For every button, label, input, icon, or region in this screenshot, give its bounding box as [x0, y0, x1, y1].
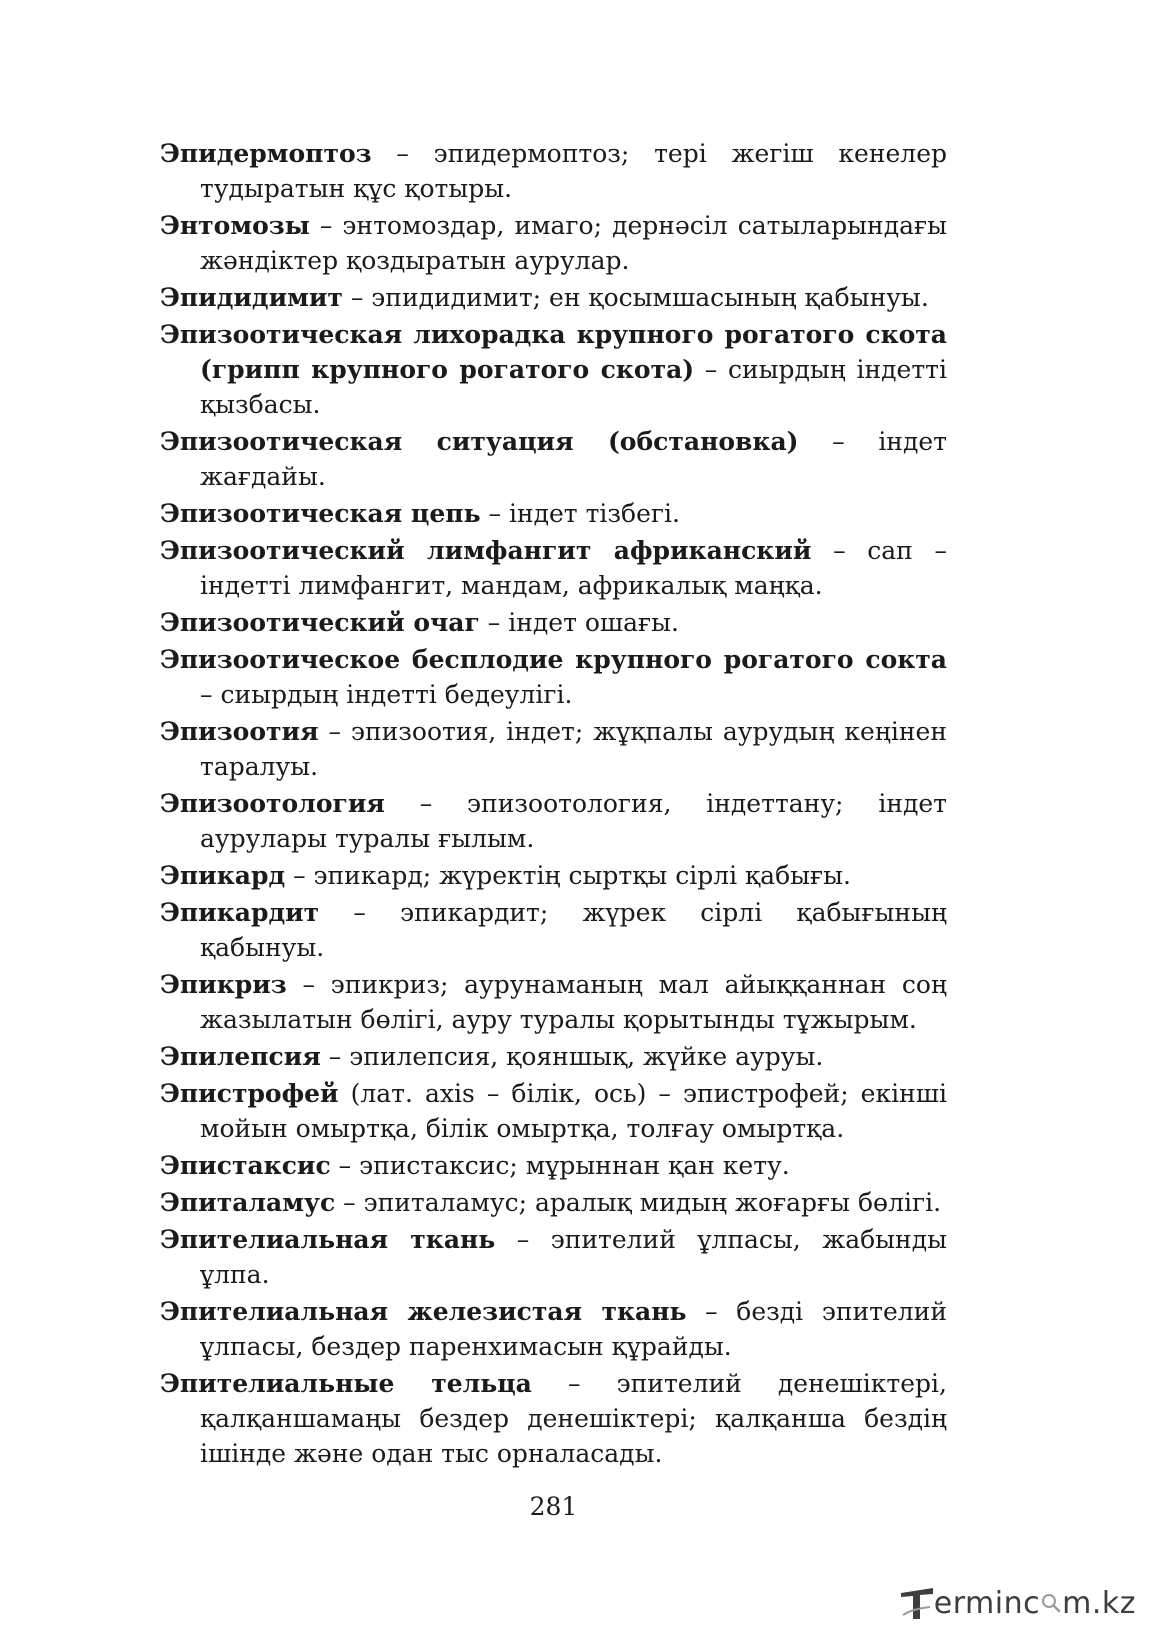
- dictionary-entry: [160, 208, 947, 278]
- magnifier-icon: [1041, 1593, 1061, 1613]
- entry-definition: – эпикриз; аурунаманың мал айыққаннан соң жазылатын бөлігі, ауру туралы қорытынды тұжырым.: [200, 970, 947, 1034]
- entry-definition: – эпикард; жүректің сыртқы сірлі қабығы.: [285, 861, 851, 890]
- entry-term: Эпизоотическая цепь: [160, 499, 481, 528]
- entry-definition: – эпикардит; жүрек сірлі қабығының қабынуы.: [200, 898, 947, 962]
- entry-definition: – эпителий денешіктері, қалқаншамаңы бездер денешіктері; қалқанша бездің ішінде және одан тыс орналасады.: [200, 1369, 947, 1468]
- dictionary-entry: [160, 317, 947, 422]
- entry-term: Эпителиальная железистая ткань: [160, 1297, 687, 1326]
- entry-term: Эпистаксис: [160, 1151, 331, 1180]
- entry-definition: – эпителий ұлпасы, жабынды ұлпа.: [200, 1225, 947, 1289]
- dictionary-entry: [160, 1366, 947, 1471]
- dictionary-entry: [160, 1185, 947, 1220]
- entry-term: Эпикриз: [160, 970, 287, 999]
- entry-definition: – сиырдың індетті бедеулігі.: [200, 680, 573, 709]
- entry-definition: – індет жағдайы.: [200, 427, 947, 491]
- entry-term: Эпизоотический лимфангит африканский: [160, 536, 812, 565]
- entry-definition: – эпиталамус; аралық мидың жоғарғы бөлігі.: [335, 1188, 942, 1217]
- dictionary-entry: [160, 496, 947, 531]
- dictionary-entry: [160, 858, 947, 893]
- site-watermark[interactable]: [900, 1583, 1136, 1623]
- entry-definition: – эпидермоптоз; тері жегіш кенелер тудыратын құс қотыры.: [200, 139, 947, 203]
- dictionary-entry: [160, 136, 947, 206]
- entry-definition: – індет тізбегі.: [480, 499, 680, 528]
- entry-definition: – энтомоздар, имаго; дернәсіл сатыларындағы жәндіктер қоздыратын аурулар.: [200, 211, 947, 275]
- entry-term: Энтомозы: [160, 211, 310, 240]
- t-mark-icon: [900, 1585, 934, 1621]
- dictionary-entry: [160, 1294, 947, 1364]
- entry-definition: – сап – індетті лимфангит, мандам, африкалық маңқа.: [200, 536, 947, 600]
- watermark-text: [934, 1586, 1136, 1621]
- dictionary-entry: [160, 1148, 947, 1183]
- watermark-text-right: m.kz: [1062, 1585, 1136, 1621]
- entry-term: Эпикард: [160, 861, 286, 890]
- entry-term: Эпилепсия: [160, 1042, 321, 1071]
- dictionary-entry: [160, 605, 947, 640]
- entry-definition: – эпилепсия, қояншық, жүйке ауруы.: [320, 1042, 824, 1071]
- dictionary-page-body: [160, 136, 947, 1473]
- dictionary-entry: [160, 642, 947, 712]
- entry-term: Эпидидимит: [160, 283, 343, 312]
- entry-definition: – эпидидимит; ен қосымшасының қабынуы.: [342, 283, 929, 312]
- dictionary-entry: [160, 786, 947, 856]
- entry-term: Эпителиальные тельца: [160, 1369, 532, 1398]
- entry-term: Эпителиальная ткань: [160, 1225, 496, 1254]
- dictionary-entry: [160, 424, 947, 494]
- dictionary-entry: [160, 1222, 947, 1292]
- entry-term: Эпизоотическая лихорадка крупного рогатого скота (грипп крупного рогатого скота): [160, 320, 947, 384]
- entry-definition: – эпизоотия, індет; жұқпалы аурудың кеңінен таралуы.: [200, 717, 947, 781]
- entry-term: Эпизоотический очаг: [160, 608, 480, 637]
- watermark-text-c: c: [1023, 1585, 1041, 1621]
- dictionary-entry: [160, 967, 947, 1037]
- entry-term: Эпизоотическая ситуация (обстановка): [160, 427, 799, 456]
- entry-definition: – сиырдың індетті қызбасы.: [200, 355, 947, 419]
- dictionary-entry: [160, 1076, 947, 1146]
- entry-definition: – эпистаксис; мұрыннан қан кету.: [330, 1151, 790, 1180]
- entry-definition: – эпизоотология, індеттану; індет аурулары туралы ғылым.: [200, 789, 947, 853]
- entry-term: Эпиталамус: [160, 1188, 336, 1217]
- entry-definition: – безді эпителий ұлпасы, бездер паренхимасын құрайды.: [200, 1297, 947, 1361]
- entry-definition: – індет ошағы.: [479, 608, 679, 637]
- entry-term: Эпизоотология: [160, 789, 385, 818]
- dictionary-entry: [160, 714, 947, 784]
- page-number: 281: [529, 1492, 578, 1521]
- dictionary-entry: [160, 1039, 947, 1074]
- entry-definition: (лат. axis – білік, ось) – эпистрофей; екінші мойын омыртқа, білік омыртқа, толғау омыртқа.: [200, 1079, 947, 1143]
- entry-term: Эпистрофей: [160, 1079, 339, 1108]
- watermark-text-left: ermin: [933, 1585, 1024, 1621]
- entry-term: Эпизоотическое бесплодие крупного рогатого сокта: [160, 645, 947, 674]
- dictionary-entry: [160, 280, 947, 315]
- dictionary-entry: [160, 533, 947, 603]
- dictionary-entry: [160, 895, 947, 965]
- entry-term: Эпикардит: [160, 898, 320, 927]
- entry-term: Эпизоотия: [160, 717, 319, 746]
- entry-term: Эпидермоптоз: [160, 139, 372, 168]
